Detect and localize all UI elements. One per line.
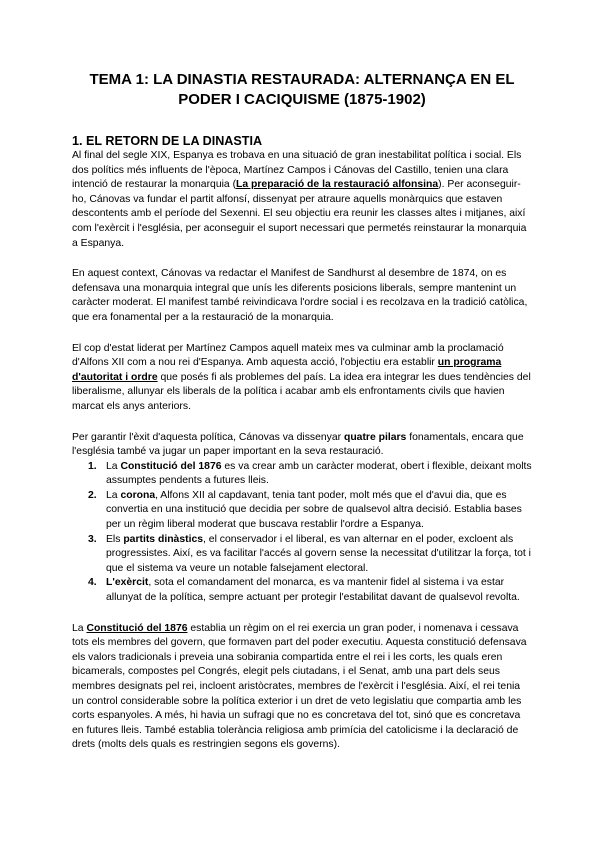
- paragraph-cop-estat: El cop d'estat liderat per Martínez Campos aquell mateix mes va culminar amb la proclamació d'Alfons XII com a nou rei d'Espanya. Amb aquesta acció, l'objectiu era establir un programa d'autoritat i ordre que posés fi als problemes del país. La idea era integrar les dues tendències del liberalisme, allunyar els liberals de la política i acabar amb els enfrontaments civils que havien marcat els anys anteriors.: [72, 342, 531, 412]
- section-heading: 1. EL RETORN DE LA DINASTIA: [72, 134, 263, 148]
- link-preparacio-restauracio: La preparació de la restauració alfonsina: [236, 179, 439, 191]
- list-item: 2. La corona, Alfons XII al capdavant, tenia tant poder, molt més que el d'avui dia, que es convertia en una institució que decidia per sobre de qualsevol altra decisió. Establia bases per un règim liberal moderat que buscava restablir l'ordre a Espanya.: [88, 489, 522, 531]
- paragraph-manifest: En aquest context, Cánovas va redactar el Manifest de Sandhurst al desembre de 1874, on es defensava una monarquia integral que unís les diferents posicions liberals, sempre mantenint un caràcter moderat. El manifest també reivindicava l'ordre social i es recolzava en la tradició catòlica, que era fonamental per a la restauració de la monarquia.: [72, 268, 528, 323]
- title-line-2: PODER I CACIQUISME (1875-1902): [178, 91, 426, 108]
- underlined-constitucio: Constitució del 1876: [86, 622, 188, 634]
- list-item: 4. L'exèrcit, sota el comandament del monarca, es va mantenir fidel al sistema i va estar allunyat de la política, sempre actuant per protegir l'estabilitat davant de qualsevol revolta.: [88, 577, 520, 604]
- title-line-1: TEMA 1: LA DINASTIA RESTAURADA: ALTERNANÇA EN EL: [89, 71, 515, 88]
- underlined-programa: un programa d'autoritat i ordre: [72, 357, 502, 383]
- list-item: 3. Els partits dinàstics, el conservador i el liberal, es van alternar en el poder, excloent als progressistes. Així, es va facilitar l'accés al govern sense la necessitat d'utilitzar la força, tot i que el sistema va veure un notable falsejament electoral.: [88, 533, 531, 574]
- paragraph-constitucio: La Constitució del 1876 establia un règim on el rei exercia un gran poder, i nomenava i cessava tots els membres del govern, que formaven part del poder executiu. Aquesta constitució defensava els valors tradicionals i preveia una sobirania compartida entre el rei i les corts, les quals eren bicamerals, compostes pel Congrés, elegit pels ciutadans, i el Senat, amb una part dels seus membres designats pel rei, incloent aristòcrates, membres de l'exèrcit i l'església. Així, el rei tenia un control considerable sobre la política exterior i un dret de veto legislatiu que compartia amb les corts espanyoles. A més, hi havia un sufragi que no es concretava del tot, sinó que es concretava en futures lleis. També establia tolerància religiosa amb primícia del catolicisme i la declaració de drets (molts dels quals es restringien segons els governs).: [72, 622, 527, 751]
- bold-quatre-pilars: quatre pilars: [343, 431, 407, 443]
- paragraph-intro: Al final del segle XIX, Espanya es trobava en una situació de gran inestabilitat política i social. Els dos polítics més influents de l'època, Martínez Campos i Cánovas del Castillo, tenien una clara intenció de restaurar la monarquia (La preparació de la restauració alfonsina). Per aconseguir-ho, Cánovas va fundar el partit alfonsí, dissenyat per atraure aquells monàrquics que estaven descontents amb el període del Sexenni. El seu objectiu era reunir les classes altes i mitjanes, així com l'exèrcit i l'església, per aconseguir el suport necessari que permetés reinstaurar la monarquia a Espanya.: [72, 150, 527, 249]
- page-title: [72, 70, 532, 110]
- list-item: 1. La Constitució del 1876 es va crear amb un caràcter moderat, obert i flexible, deixant molts assumptes pendents a futures lleis.: [88, 460, 532, 487]
- paragraph-pilars: Per garantir l'èxit d'aquesta política, Cánovas va dissenyar quatre pilars fonamentals, encara que l'església també va jugar un paper important en la seva restauració.: [72, 431, 524, 458]
- document-page: [72, 70, 532, 753]
- pillars-list: [72, 460, 532, 606]
